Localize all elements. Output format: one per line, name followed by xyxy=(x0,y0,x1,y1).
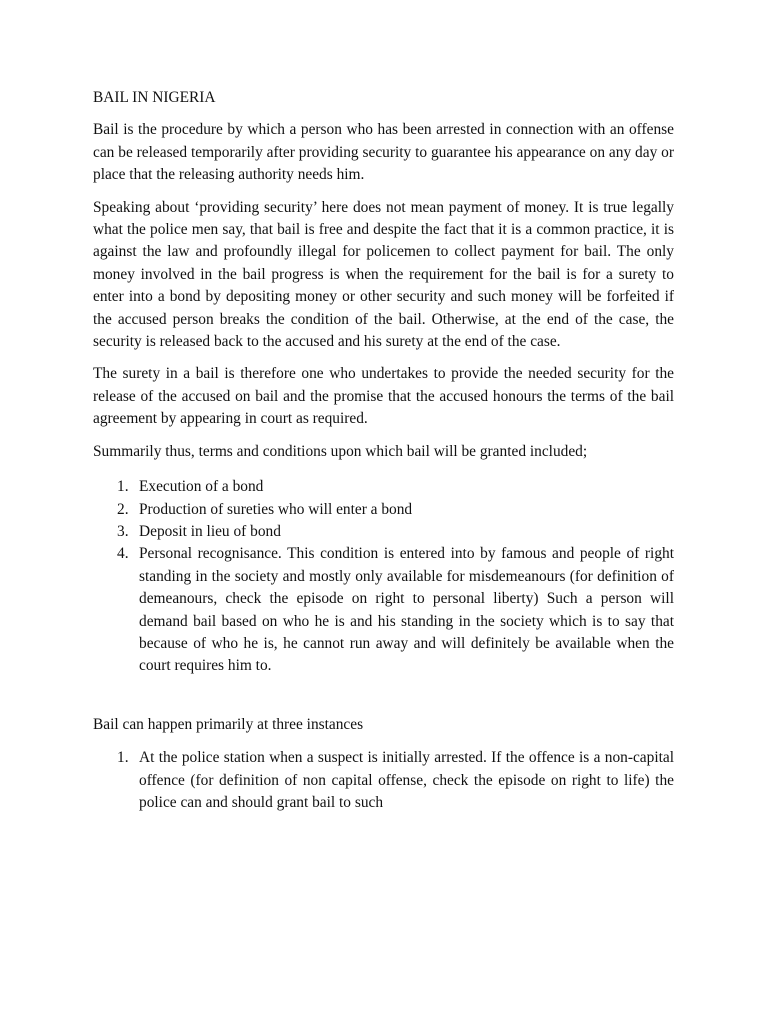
instances-list xyxy=(93,747,674,814)
list-item xyxy=(93,521,674,543)
list-number: 3. xyxy=(117,522,129,540)
list-number: 1. xyxy=(117,749,129,767)
list-item-text: Execution of a bond xyxy=(139,478,264,496)
paragraph-summary: Summarily thus, terms and conditions upon which bail will be granted included; xyxy=(93,442,588,460)
list-item xyxy=(93,543,674,677)
list-number: 4. xyxy=(117,545,129,563)
list-number: 2. xyxy=(117,500,129,518)
instances-heading: Bail can happen primarily at three instances xyxy=(93,715,364,733)
conditions-list xyxy=(93,476,674,678)
paragraph-surety: The surety in a bail is therefore one who undertakes to provide the needed security for the release of the accused on bail and the promise that the accused honours the terms of the bail agreement by appearing in court as required. xyxy=(93,365,674,428)
list-number: 1. xyxy=(117,478,129,496)
paragraph-security: Speaking about ‘providing security’ here does not mean payment of money. It is true legally what the police men say, that bail is free and despite the fact that it is a common practice, it is against the law and profoundly illegal for policemen to collect payment for bail. The only money involved in the bail progress is when the requirement for the bail is for a surety to enter into a bond by depositing money or other security and such money will be forfeited if the accused person breaks the condition of the bail. Otherwise, at the end of the case, the security is released back to the accused and his surety at the end of the case. xyxy=(93,198,674,351)
document-title: BAIL IN NIGERIA xyxy=(93,89,216,106)
blank-line xyxy=(93,678,674,714)
list-item xyxy=(93,499,674,521)
list-item-text: Deposit in lieu of bond xyxy=(139,522,281,540)
paragraph-definition: Bail is the procedure by which a person who has been arrested in connection with an offense can be released temporarily after providing security to guarantee his appearance on any day or place that the releasing authority needs him. xyxy=(93,121,674,184)
list-item-text: At the police station when a suspect is initially arrested. If the offence is a non-capital offence (for definition of non capital offense, check the episode on right to life) the police can and should grant bail to such xyxy=(139,749,674,811)
list-item-text: Production of sureties who will enter a bond xyxy=(139,500,413,518)
document-body xyxy=(93,87,674,814)
list-item xyxy=(93,476,674,498)
list-item-text: Personal recognisance. This condition is entered into by famous and people of right standing in the society and mostly only available for misdemeanours (for definition of demeanours, check the episode on right to personal liberty) Such a person will demand bail based on who he is and his standing in the society which is to say that because of who he is, he cannot run away and will definitely be available when the court requires him to. xyxy=(139,545,674,675)
list-item xyxy=(93,747,674,814)
